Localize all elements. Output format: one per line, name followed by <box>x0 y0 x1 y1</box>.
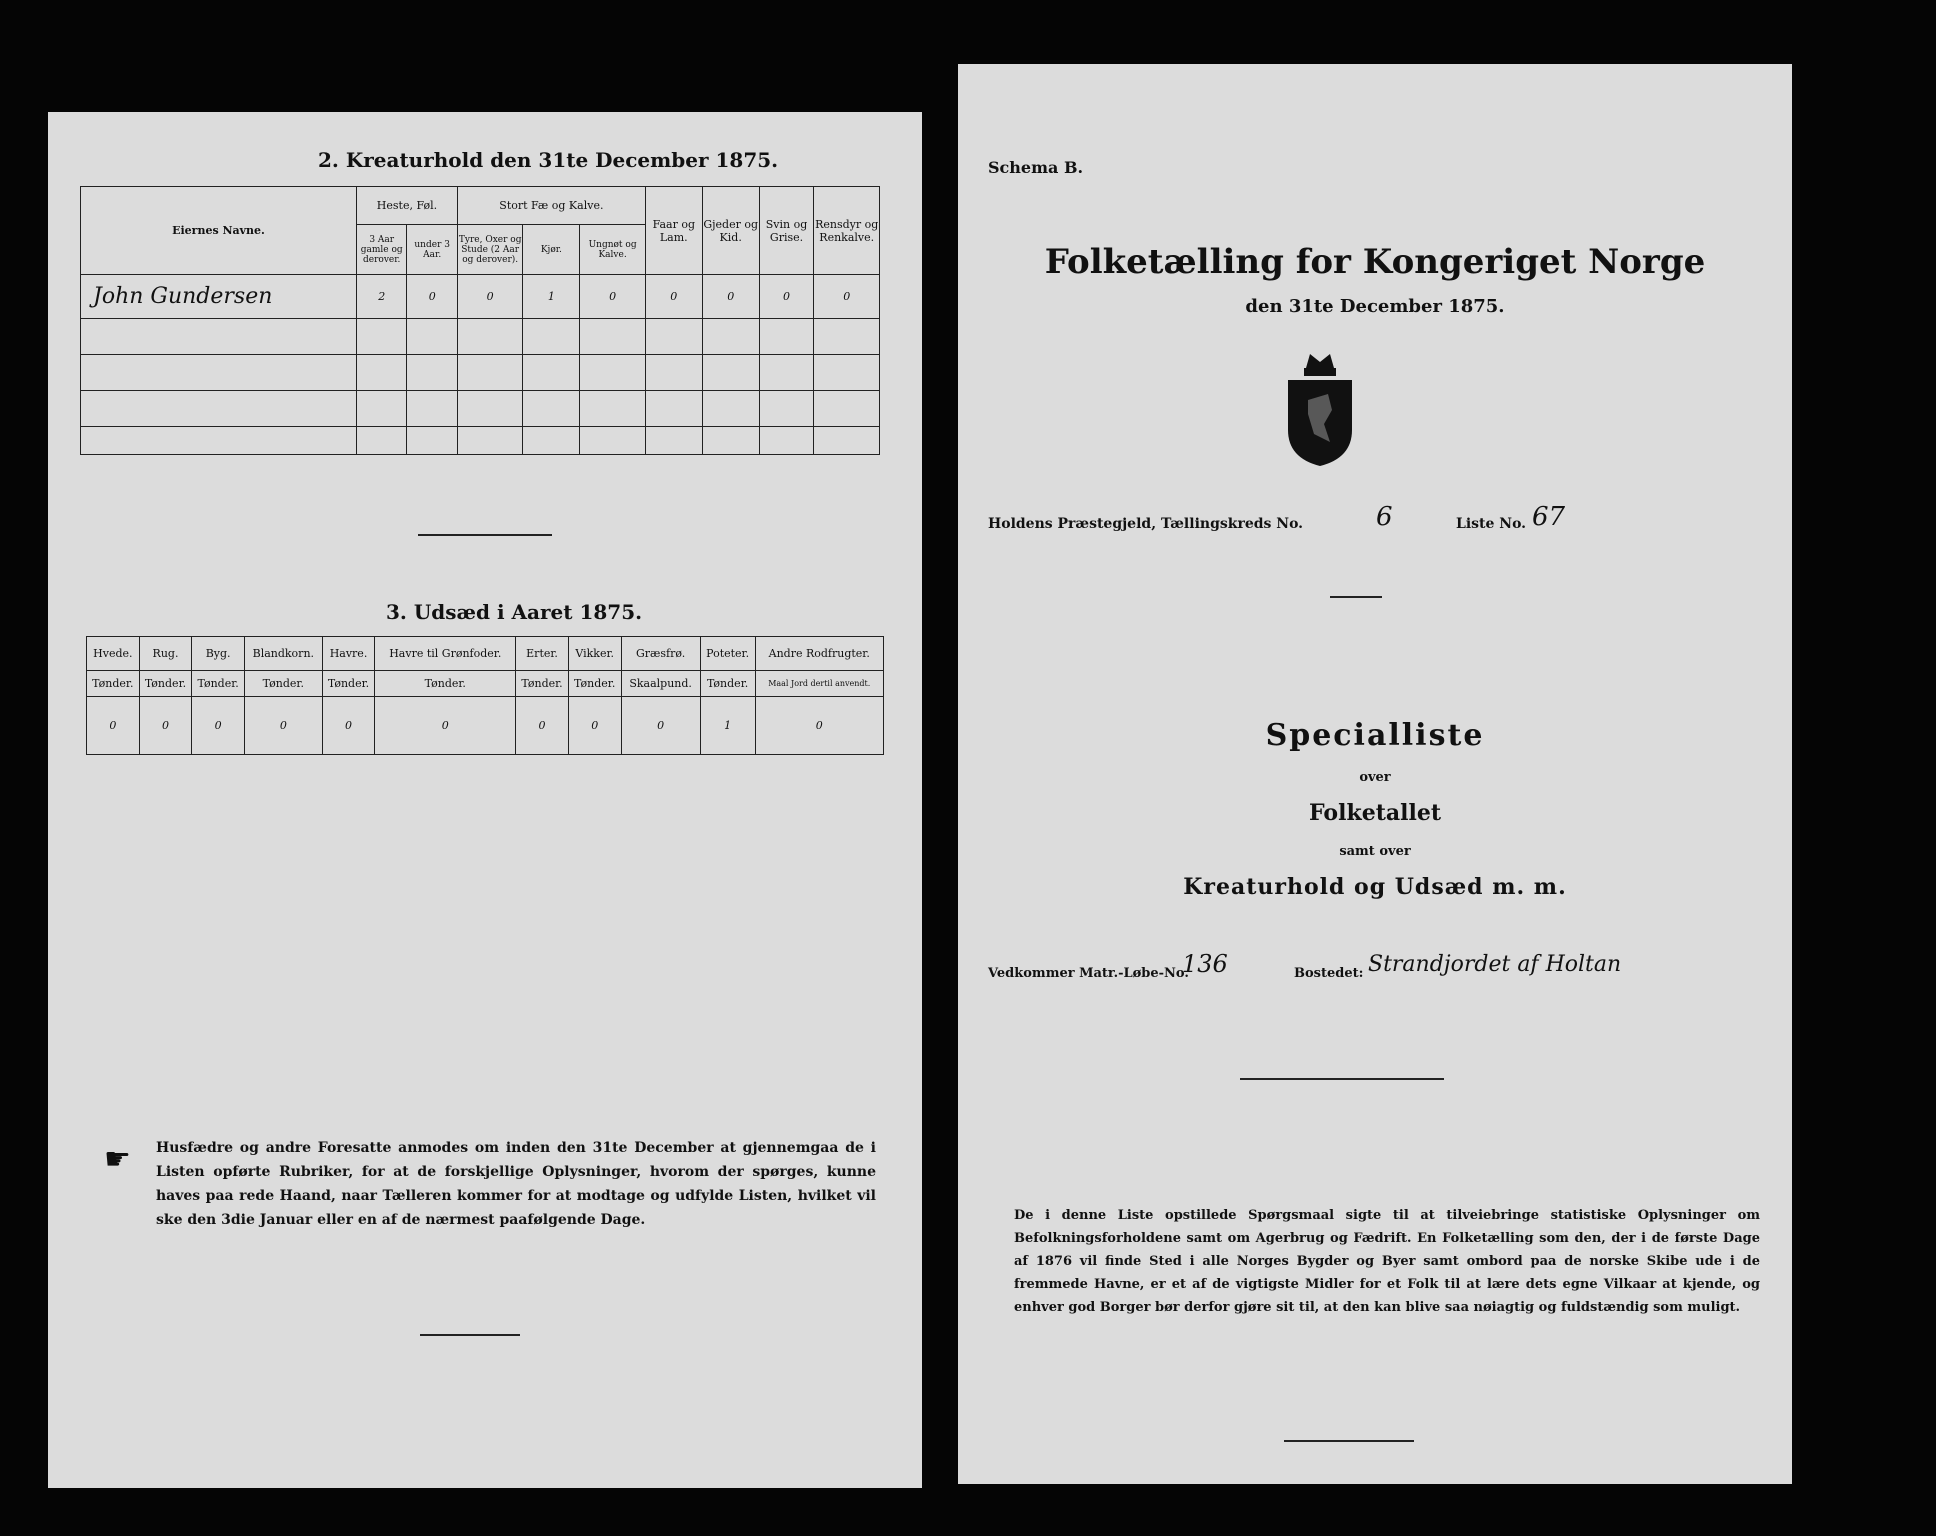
divider <box>418 534 552 536</box>
divider <box>1240 1078 1444 1080</box>
seed-unit: Tønder. <box>192 671 245 697</box>
seed-value: 0 <box>87 697 140 755</box>
seed-value: 0 <box>322 697 375 755</box>
samt-over-label: samt over <box>1339 844 1411 859</box>
divider <box>1330 596 1382 598</box>
seed-value: 0 <box>375 697 516 755</box>
seed-unit: Maal Jord dertil anvendt. <box>755 671 884 697</box>
seed-col-andre: Andre Rodfrugter. <box>755 637 884 671</box>
col-rensdyr: Rensdyr og Renkalve. <box>814 187 880 275</box>
seed-value: 0 <box>244 697 322 755</box>
cell-value: 2 <box>356 275 406 319</box>
right-page <box>958 64 1792 1484</box>
col-heste-over3: 3 Aar gamle og derover. <box>356 225 406 275</box>
seed-unit: Skaalpund. <box>621 671 700 697</box>
table-row <box>81 275 880 319</box>
main-title: Folketælling for Kongeriget Norge <box>1044 242 1706 282</box>
left-page <box>48 112 922 1488</box>
seed-value: 0 <box>139 697 192 755</box>
cell-value: 0 <box>814 275 880 319</box>
seed-value: 0 <box>516 697 569 755</box>
pointing-hand-icon: ☛ <box>104 1142 131 1177</box>
parish-label: Holdens Præstegjeld, <box>988 516 1157 532</box>
bosted-label: Bostedet: <box>1294 966 1364 981</box>
seed-col-vikker: Vikker. <box>568 637 621 671</box>
coat-of-arms-icon <box>1284 350 1356 468</box>
table-row <box>81 319 880 355</box>
col-kjor: Kjør. <box>523 225 580 275</box>
seed-col-byg: Byg. <box>192 637 245 671</box>
cell-value: 0 <box>702 275 759 319</box>
seed-col-havre: Havre. <box>322 637 375 671</box>
special-title: Specialliste <box>1265 718 1485 753</box>
seed-col-havre-gronfoder: Havre til Grønfoder. <box>375 637 516 671</box>
seed-unit: Tønder. <box>568 671 621 697</box>
section3-title: 3. Udsæd i Aaret 1875. <box>386 600 643 624</box>
seed-col-erter: Erter. <box>516 637 569 671</box>
cell-value: 1 <box>523 275 580 319</box>
seed-col-blandkorn: Blandkorn. <box>244 637 322 671</box>
col-heste-under3: under 3 Aar. <box>407 225 457 275</box>
district-label: Tællingskreds No. <box>1160 516 1304 532</box>
col-stort-group: Stort Fæ og Kalve. <box>457 187 645 225</box>
seed-unit: Tønder. <box>139 671 192 697</box>
col-tyre: Tyre, Oxer og Stude (2 Aar og derover). <box>457 225 523 275</box>
seed-unit: Tønder. <box>87 671 140 697</box>
seed-value: 0 <box>621 697 700 755</box>
schema-label: Schema B. <box>988 158 1084 177</box>
bosted-value: Strandjordet af Holtan <box>1368 952 1622 977</box>
seed-value: 0 <box>755 697 884 755</box>
col-owner-name: Eiernes Navne. <box>81 187 357 275</box>
list-value: 67 <box>1532 502 1566 532</box>
over-label: over <box>1359 770 1391 785</box>
district-value: 6 <box>1376 502 1393 532</box>
seed-unit: Tønder. <box>322 671 375 697</box>
kreatur-title: Kreaturhold og Udsæd m. m. <box>1183 874 1567 900</box>
list-label: Liste No. <box>1456 516 1527 532</box>
section2-title: 2. Kreaturhold den 31te December 1875. <box>318 148 779 172</box>
seed-value: 0 <box>192 697 245 755</box>
seed-value: 0 <box>568 697 621 755</box>
seed-col-hvede: Hvede. <box>87 637 140 671</box>
seed-value: 1 <box>700 697 755 755</box>
seed-col-rug: Rug. <box>139 637 192 671</box>
seed-table <box>86 636 884 755</box>
owner-name: John Gundersen <box>81 275 357 319</box>
cell-value: 0 <box>407 275 457 319</box>
divider <box>1284 1440 1414 1442</box>
table-row <box>81 427 880 455</box>
divider <box>420 1334 520 1336</box>
seed-col-poteter: Poteter. <box>700 637 755 671</box>
seed-unit: Tønder. <box>700 671 755 697</box>
col-svin: Svin og Grise. <box>759 187 814 275</box>
table-row <box>81 391 880 427</box>
matr-value: 136 <box>1182 950 1228 978</box>
cell-value: 0 <box>759 275 814 319</box>
col-gjeder: Gjeder og Kid. <box>702 187 759 275</box>
date-subtitle: den 31te December 1875. <box>1245 296 1505 317</box>
cell-value: 0 <box>580 275 646 319</box>
col-heste-group: Heste, Føl. <box>356 187 457 225</box>
seed-unit: Tønder. <box>375 671 516 697</box>
info-paragraph: De i denne Liste opstillede Spørgsmaal sigte til at tilveiebringe statistiske Oplysninger om Befolkningsforholdene samt om Agerbrug og Fædrift. En Folketælling som den, der i de første Dage af 1876 vil finde Sted i alle Norges Bygder og Byer samt ombord paa de norske Skibe ude i de fremmede Havne, er et af de vigtigste Midler for et Folk til at lære dets egne Vilkaar at kjende, og enhver god Borger bør derfor gjøre sit til, at den kan blive saa nøiagtig og fuldstændig som muligt. <box>1014 1208 1760 1315</box>
seed-unit: Tønder. <box>244 671 322 697</box>
matr-label: Vedkommer Matr.-Løbe-No. <box>988 966 1189 981</box>
col-ungnot: Ungnøt og Kalve. <box>580 225 646 275</box>
table-row <box>87 697 884 755</box>
seed-unit: Tønder. <box>516 671 569 697</box>
folketallet-title: Folketallet <box>1309 800 1441 826</box>
cell-value: 0 <box>645 275 702 319</box>
cell-value: 0 <box>457 275 523 319</box>
col-faar: Faar og Lam. <box>645 187 702 275</box>
seed-col-graesfro: Græsfrø. <box>621 637 700 671</box>
livestock-table <box>80 186 880 455</box>
table-row <box>81 355 880 391</box>
notice-text: Husfædre og andre Foresatte anmodes om inden den 31te December at gjennemgaa de i Listen opførte Rubriker, for at de forskjellige Oplysninger, hvorom der spørges, kunne haves paa rede Haand, naar Tælleren kommer for at modtage og udfylde Listen, hvilket vil ske den 3die Januar eller en af de nærmest paafølgende Dage. <box>156 1140 876 1228</box>
